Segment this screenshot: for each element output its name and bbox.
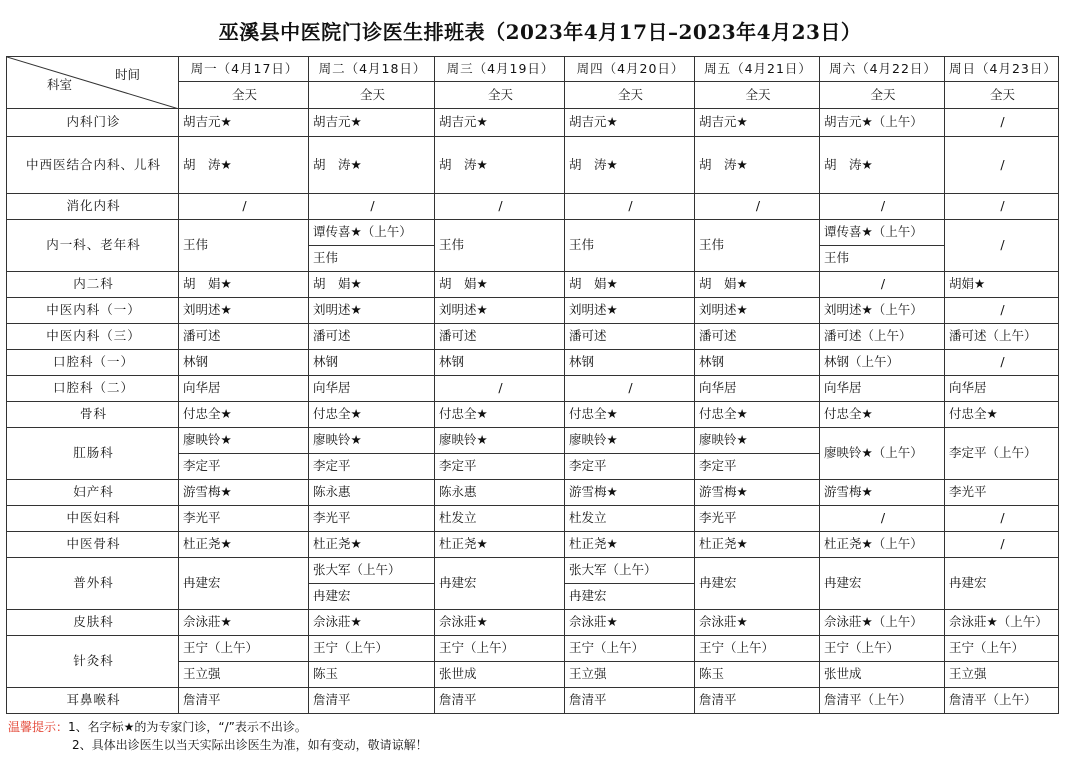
cell: 林钢（上午） [820,350,945,376]
day-header-mon: 周一（4月17日） [179,57,309,82]
period-sun: 全天 [945,82,1059,109]
dept-zyneike3: 中医内科（三） [7,324,179,350]
cell: 廖映铃★ [179,428,309,454]
row-guke [7,402,1059,428]
cell: 冉建宏 [695,558,820,610]
cell: 杜正尧★ [565,532,695,558]
cell: 陈永惠 [309,480,435,506]
cell: 王伟 [435,220,565,272]
row-neier [7,272,1059,298]
notes-text-1: 1、名字标★的为专家门诊，“/”表示不出诊。 [68,720,307,734]
day-header-tue: 周二（4月18日） [309,57,435,82]
cell: 付忠全★ [435,402,565,428]
cell: 林钢 [565,350,695,376]
cell: 游雪梅★ [565,480,695,506]
cell: 胡吉元★ [179,109,309,137]
cell: 胡娟★ [945,272,1059,298]
day-header-fri: 周五（4月21日） [695,57,820,82]
day-header-sat: 周六（4月22日） [820,57,945,82]
cell: / [945,350,1059,376]
cell: 李定平 [309,454,435,480]
dept-gangchang: 肛肠科 [7,428,179,480]
row-zyneike3 [7,324,1059,350]
cell: 胡吉元★ [309,109,435,137]
cell: 冉建宏 [309,584,435,610]
cell: 詹清平 [435,688,565,714]
row-zyneike1 [7,298,1059,324]
cell: 付忠全★ [179,402,309,428]
page-title: 巫溪县中医院门诊医生排班表（2023年4月17日–2023年4月23日） [218,20,862,44]
cell: 佘泳莊★ [435,610,565,636]
cell: 李光平 [309,506,435,532]
day-header-sun: 周日（4月23日） [945,57,1059,82]
cell: 王宁（上午） [820,636,945,662]
cell: 付忠全★ [309,402,435,428]
cell: 潘可述 [179,324,309,350]
cell: 李定平 [695,454,820,480]
cell: 潘可述（上午） [820,324,945,350]
cell: 刘明述★（上午） [820,298,945,324]
cell: 林钢 [179,350,309,376]
cell: 游雪梅★ [179,480,309,506]
cell: 王伟 [820,246,945,272]
cell: 向华居 [179,376,309,402]
day-header-thu: 周四（4月20日） [565,57,695,82]
cell: 潘可述 [565,324,695,350]
cell: 刘明述★ [565,298,695,324]
cell: 杜发立 [565,506,695,532]
cell: 游雪梅★ [820,480,945,506]
cell: 王伟 [695,220,820,272]
cell: 刘明述★ [179,298,309,324]
cell: 冉建宏 [179,558,309,610]
cell: 向华居 [695,376,820,402]
day-header-wed: 周三（4月19日） [435,57,565,82]
cell: / [695,194,820,220]
cell: / [565,194,695,220]
dept-zyneike1: 中医内科（一） [7,298,179,324]
dept-neier: 内二科 [7,272,179,298]
cell: 陈永惠 [435,480,565,506]
cell: 胡 娟★ [695,272,820,298]
cell: 胡 涛★ [309,137,435,194]
cell: 王立强 [945,662,1059,688]
cell: 冉建宏 [945,558,1059,610]
dept-kouqiang1: 口腔科（一） [7,350,179,376]
period-mon: 全天 [179,82,309,109]
cell: 胡 娟★ [435,272,565,298]
cell: 向华居 [945,376,1059,402]
row-zyfuke [7,506,1059,532]
cell: 王宁（上午） [695,636,820,662]
cell: 冉建宏 [820,558,945,610]
cell: 胡 涛★ [435,137,565,194]
cell: 王宁（上午） [309,636,435,662]
notes-label: 温馨提示： [8,720,69,734]
dept-zyguke: 中医骨科 [7,532,179,558]
cell: 李定平 [179,454,309,480]
cell: 付忠全★ [945,402,1059,428]
period-fri: 全天 [695,82,820,109]
cell: 佘泳莊★（上午） [820,610,945,636]
cell: 胡 娟★ [565,272,695,298]
cell: 李定平 [435,454,565,480]
cell: 张大军（上午） [565,558,695,584]
period-tue: 全天 [309,82,435,109]
cell: / [945,532,1059,558]
cell: 詹清平（上午） [820,688,945,714]
row-gangchang-top [7,428,1059,454]
cell: 胡 涛★ [179,137,309,194]
cell: 陈玉 [695,662,820,688]
cell: 潘可述 [435,324,565,350]
cell: 王立强 [565,662,695,688]
cell: 佘泳莊★ [309,610,435,636]
cell: / [820,506,945,532]
cell: 胡吉元★ [565,109,695,137]
cell: 向华居 [820,376,945,402]
cell: 刘明述★ [695,298,820,324]
cell: 王宁（上午） [565,636,695,662]
cell: 杜正尧★ [695,532,820,558]
cell: 付忠全★ [820,402,945,428]
cell: 李定平（上午） [945,428,1059,480]
cell: 向华居 [309,376,435,402]
dept-zhenjiu: 针灸科 [7,636,179,688]
cell: 杜正尧★ [309,532,435,558]
cell: 胡 涛★ [820,137,945,194]
corner-cell [7,57,179,109]
cell: 刘明述★ [435,298,565,324]
period-wed: 全天 [435,82,565,109]
cell: 潘可述（上午） [945,324,1059,350]
cell: 詹清平 [309,688,435,714]
cell: 廖映铃★ [435,428,565,454]
notes [8,718,428,754]
cell: 胡 涛★ [565,137,695,194]
cell: 王立强 [179,662,309,688]
header-row-days [7,57,1059,82]
cell: / [945,109,1059,137]
row-erbi [7,688,1059,714]
period-sat: 全天 [820,82,945,109]
cell: 李定平 [565,454,695,480]
row-kouqiang1 [7,350,1059,376]
cell: 游雪梅★ [695,480,820,506]
row-pifu [7,610,1059,636]
cell: / [820,194,945,220]
cell: 林钢 [695,350,820,376]
dept-puwai: 普外科 [7,558,179,610]
row-neike [7,109,1059,137]
cell: / [945,506,1059,532]
cell: 王伟 [309,246,435,272]
row-fuchan [7,480,1059,506]
cell: / [565,376,695,402]
dept-erbi: 耳鼻喉科 [7,688,179,714]
notes-line-1 [8,718,428,736]
cell: 李光平 [695,506,820,532]
cell: 潘可述 [695,324,820,350]
cell: 陈玉 [309,662,435,688]
cell: 林钢 [435,350,565,376]
cell: / [435,376,565,402]
cell: 张大军（上午） [309,558,435,584]
cell: 胡 涛★ [695,137,820,194]
row-zyguke [7,532,1059,558]
dept-pifu: 皮肤科 [7,610,179,636]
cell: 王宁（上午） [945,636,1059,662]
cell: 王伟 [179,220,309,272]
dept-zyfuke: 中医妇科 [7,506,179,532]
cell: 王伟 [565,220,695,272]
cell: 胡吉元★（上午） [820,109,945,137]
cell: / [309,194,435,220]
cell: 胡 娟★ [179,272,309,298]
cell: 林钢 [309,350,435,376]
row-zhenjiu-top [7,636,1059,662]
cell: / [945,137,1059,194]
cell: / [945,298,1059,324]
cell: 杜正尧★ [179,532,309,558]
cell: 胡吉元★ [695,109,820,137]
corner-time-label: 时间 [115,67,141,82]
cell: 付忠全★ [565,402,695,428]
cell: 谭传喜★（上午） [309,220,435,246]
cell: 杜正尧★（上午） [820,532,945,558]
cell: 潘可述 [309,324,435,350]
cell: 廖映铃★（上午） [820,428,945,480]
cell: 佘泳莊★ [179,610,309,636]
cell: / [179,194,309,220]
row-kouqiang2 [7,376,1059,402]
cell: 佘泳莊★ [695,610,820,636]
cell: 王宁（上午） [435,636,565,662]
cell: 付忠全★ [695,402,820,428]
cell: 李光平 [945,480,1059,506]
cell: 廖映铃★ [565,428,695,454]
schedule-table [6,56,1059,714]
cell: / [820,272,945,298]
dept-zhongxiyi: 中西医结合内科、儿科 [7,137,179,194]
cell: 廖映铃★ [695,428,820,454]
cell: 詹清平 [565,688,695,714]
cell: 廖映铃★ [309,428,435,454]
cell: 佘泳莊★（上午） [945,610,1059,636]
row-zhongxiyi [7,137,1059,194]
cell: 冉建宏 [565,584,695,610]
corner-dept-label: 科室 [47,77,73,92]
cell: 刘明述★ [309,298,435,324]
row-neiyi-top [7,220,1059,246]
cell: 胡 娟★ [309,272,435,298]
row-puwai-top [7,558,1059,584]
cell: / [435,194,565,220]
cell: 胡吉元★ [435,109,565,137]
cell: 谭传喜★（上午） [820,220,945,246]
cell: / [945,194,1059,220]
cell: / [945,220,1059,272]
row-xiaohua [7,194,1059,220]
dept-neike: 内科门诊 [7,109,179,137]
dept-xiaohua: 消化内科 [7,194,179,220]
cell: 詹清平（上午） [945,688,1059,714]
cell: 李光平 [179,506,309,532]
cell: 冉建宏 [435,558,565,610]
cell: 詹清平 [695,688,820,714]
dept-neiyi: 内一科、老年科 [7,220,179,272]
dept-fuchan: 妇产科 [7,480,179,506]
cell: 佘泳莊★ [565,610,695,636]
cell: 杜正尧★ [435,532,565,558]
cell: 杜发立 [435,506,565,532]
dept-kouqiang2: 口腔科（二） [7,376,179,402]
dept-guke: 骨科 [7,402,179,428]
cell: 王宁（上午） [179,636,309,662]
cell: 张世成 [820,662,945,688]
corner-diagonal [7,57,179,109]
period-thu: 全天 [565,82,695,109]
cell: 詹清平 [179,688,309,714]
notes-line-2: 2、具体出诊医生以当天实际出诊医生为准，如有变动，敬请谅解！ [72,738,428,752]
cell: 张世成 [435,662,565,688]
